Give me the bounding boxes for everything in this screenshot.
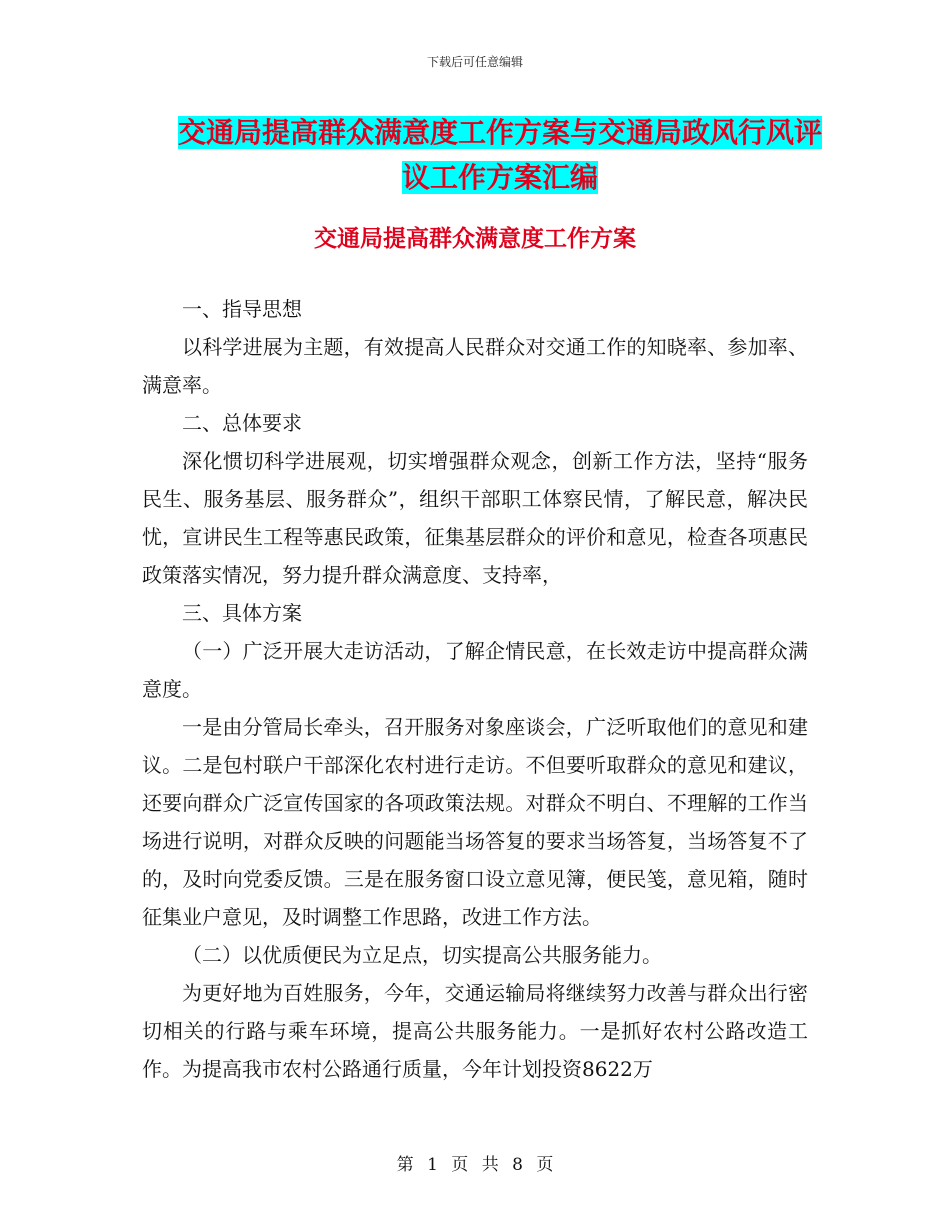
document-title bbox=[150, 110, 850, 200]
subheading-item-2: （二）以优质便民为立足点，切实提高公共服务能力。 bbox=[182, 943, 662, 967]
section-title: 交通局提高群众满意度工作方案 bbox=[314, 226, 636, 252]
paragraph: 深化惯切科学进展观，切实增强群众观念，创新工作方法，坚持“服务民生、服务基层、服务群众”，组织干部职工体察民情，了解民意，解决民忧，宣讲民生工程等惠民政策，征集基层群众的评价和意见，检查各项惠民政策落实情况，努力提升群众满意度、支持率， bbox=[142, 449, 808, 587]
document-title-line-1: 交通局提高群众满意度工作方案与交通局政风行风评 bbox=[177, 116, 822, 149]
header-note: 下载后可任意编辑 bbox=[426, 55, 523, 69]
paragraph: 一是由分管局长牵头，召开服务对象座谈会，广泛听取他们的意见和建议。二是包村联户干部深化农村进行走访。不但要听取群众的意见和建议，还要向群众广泛宣传国家的各项政策法规。对群众不明白、不理解的工作当场进行说明，对群众反映的问题能当场答复的要求当场答复，当场答复不了的，及时向党委反馈。三是在服务窗口设立意见簿，便民笺，意见箱，随时征集业户意见，及时调整工作思路，改进工作方法。 bbox=[142, 715, 808, 929]
heading-overall-requirements: 二、总体要求 bbox=[182, 411, 302, 435]
body-text bbox=[142, 290, 808, 1088]
page-footer: 第 1 页 共 8 页 bbox=[396, 1155, 554, 1175]
subheading-item-1: （一）广泛开展大走访活动，了解企情民意，在长效走访中提高群众满意度。 bbox=[142, 639, 808, 701]
paragraph: 以科学进展为主题，有效提高人民群众对交通工作的知晓率、参加率、满意率。 bbox=[142, 335, 808, 397]
heading-guiding-thought: 一、指导思想 bbox=[182, 297, 302, 321]
document-title-line-2: 议工作方案汇编 bbox=[401, 161, 598, 194]
paragraph: 为更好地为百姓服务，今年，交通运输局将继续努力改善与群众出行密切相关的行路与乘车环境，提高公共服务能力。一是抓好农村公路改造工作。为提高我市农村公路通行质量，今年计划投资8622万 bbox=[142, 981, 808, 1081]
heading-specific-plan: 三、具体方案 bbox=[182, 601, 302, 625]
